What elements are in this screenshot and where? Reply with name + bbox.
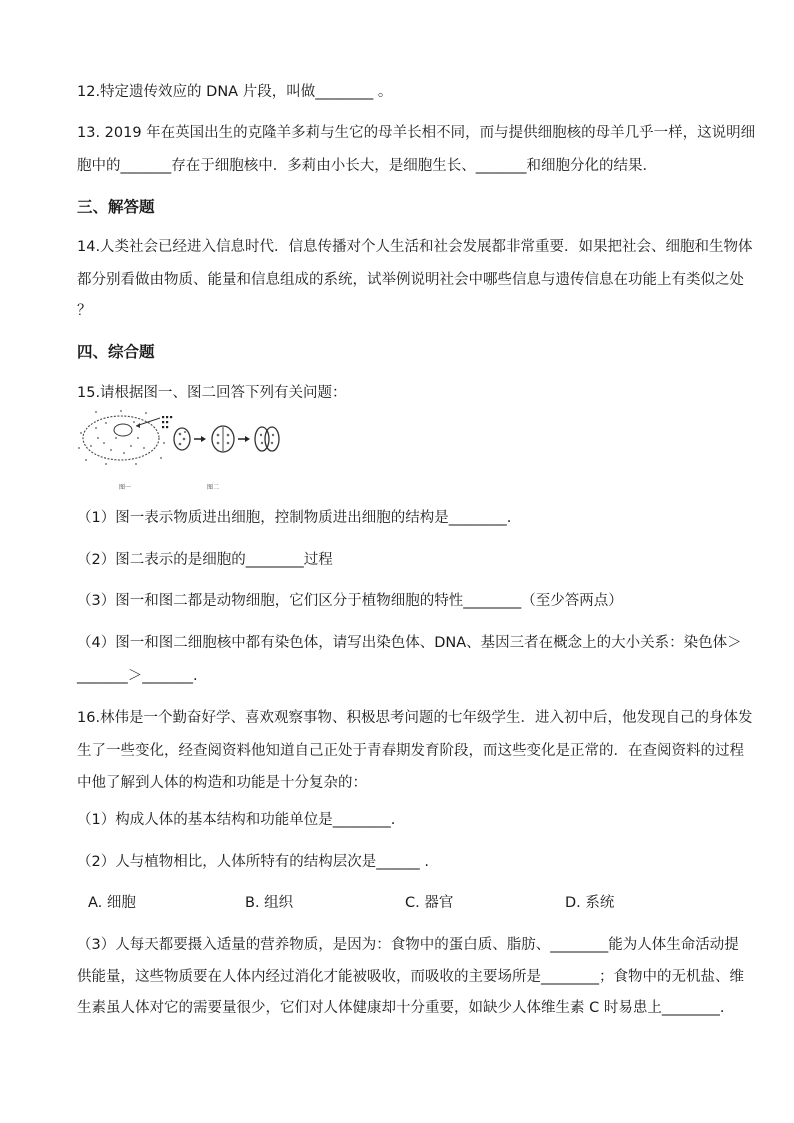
question-16-part-3-line-1: （3）人每天都要摄入适量的营养物质，是因为：食物中的蛋白质、脂肪、________能为人体生命活动提: [77, 937, 739, 953]
question-16-line-1: 16.林伟是一个勤奋好学、喜欢观察事物、积极思考问题的七年级学生．进入初中后，他发现自己的身体发: [77, 710, 753, 726]
section-4-heading: 四、综合题: [77, 343, 155, 361]
question-15-intro: 15.请根据图一、图二回答下列有关问题：: [77, 385, 347, 401]
question-12: 12.特定遗传效应的 DNA 片段，叫做________ 。: [77, 84, 393, 100]
question-15-part-4-line-2: _______＞_______.: [77, 668, 198, 684]
section-3-heading: 三、解答题: [77, 198, 155, 216]
question-16-part-2: （2）人与植物相比，人体所特有的结构层次是______ .: [77, 854, 429, 870]
question-16-line-3: 中他了解到人体的构造和功能是十分复杂的：: [77, 775, 367, 791]
option-d: D. 系统: [565, 895, 615, 911]
figure-2-caption: 图二: [207, 484, 220, 491]
figure-1-caption: 图一: [119, 484, 132, 491]
question-16-part-1: （1）构成人体的基本结构和功能单位是________.: [77, 812, 396, 828]
question-16-line-2: 生了一些变化，经查阅资料他知道自己正处于青春期发育阶段，而这些变化是正常的．在查阅资料的过程: [77, 743, 744, 759]
figure-2-cell-division-diagram: [170, 417, 285, 462]
question-14-line-1: 14.人类社会已经进入信息时代．信息传播对个人生活和社会发展都非常重要．如果把社会、细胞和生物体: [77, 239, 753, 255]
option-b: B. 组织: [245, 895, 294, 911]
question-14-line-3: ？: [77, 303, 92, 319]
question-15-part-2: （2）图二表示的是细胞的________过程: [77, 552, 333, 568]
figure-1-cell-diagram: [76, 408, 176, 468]
question-15-part-3: （3）图一和图二都是动物细胞，它们区分于植物细胞的特性________（至少答两点）: [77, 593, 623, 609]
question-13-line-1: 13. 2019 年在英国出生的克隆羊多莉与生它的母羊长相不同，而与提供细胞核的母羊几乎一样，这说明细: [77, 125, 756, 141]
question-16-part-3-line-3: 生素虽人体对它的需要量很少，它们对人体健康却十分重要，如缺少人体维生素 C 时易患上________.: [77, 1000, 725, 1016]
question-15-part-4-line-1: （4）图一和图二细胞核中都有染色体，请写出染色体、DNA、基因三者在概念上的大小关系：染色体＞: [77, 635, 742, 651]
option-a: A. 细胞: [88, 895, 136, 911]
question-13-line-2: 胞中的_______存在于细胞核中．多莉由小长大，是细胞生长、_______和细胞分化的结果．: [77, 158, 657, 174]
option-c: C. 器官: [405, 895, 454, 911]
question-15-part-1: （1）图一表示物质进出细胞，控制物质进出细胞的结构是________.: [77, 510, 512, 526]
question-14-line-2: 都分别看做由物质、能量和信息组成的系统，试举例说明社会中哪些信息与遗传信息在功能上有类似之处: [77, 272, 744, 288]
question-16-part-3-line-2: 供能量，这些物质要在人体内经过消化才能被吸收，而吸收的主要场所是________；食物中的无机盐、维: [77, 969, 744, 985]
